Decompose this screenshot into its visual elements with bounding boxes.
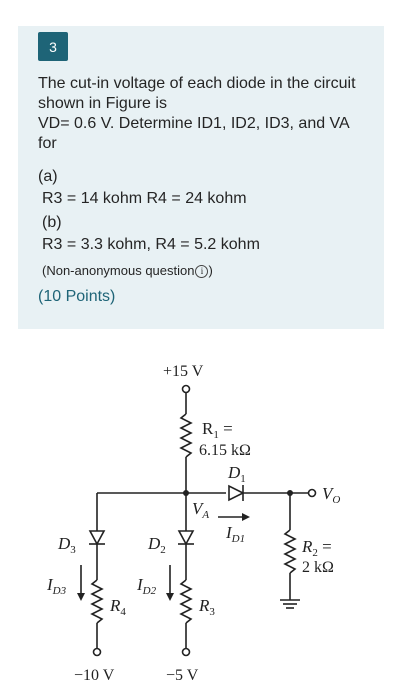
id3-label: $I_{D3}$ xyxy=(47,575,67,597)
r1-label: $R_1$ = xyxy=(202,419,233,441)
r3-label: $R_3$ xyxy=(199,596,215,618)
r2-value: 2 kΩ xyxy=(302,559,334,576)
question-card xyxy=(18,26,384,329)
question-number-badge: 3 xyxy=(38,32,68,61)
r2-label: $R_2$ = xyxy=(302,537,332,559)
info-icon[interactable]: i xyxy=(195,265,208,278)
supply-top-label: +15 V xyxy=(163,363,204,380)
r1-value: 6.15 kΩ xyxy=(199,442,251,459)
part-a-label: (a) xyxy=(38,168,58,185)
question-text: The cut-in voltage of each diode in the circuit shown in Figure is VD= 0.6 V. Determine ID1, ID2, ID3, and VA for xyxy=(38,75,356,152)
vo-label: $V_O$ xyxy=(322,484,341,506)
anonymity-note-text: (Non-anonymous question xyxy=(42,263,195,278)
anonymity-note-close: ) xyxy=(208,263,213,278)
va-label: $V_A$ xyxy=(192,499,210,521)
part-b-values: R3 = 3.3 kohm, R4 = 5.2 kohm xyxy=(42,236,260,253)
id2-label: $I_{D2}$ xyxy=(137,575,157,597)
circuit-diagram xyxy=(0,340,401,700)
supply-left-label: −10 V xyxy=(74,667,115,684)
part-a-values: R3 = 14 kohm R4 = 24 kohm xyxy=(42,190,247,207)
anonymity-note xyxy=(42,263,213,278)
d1-label: $D_1$ xyxy=(228,463,246,485)
points-label: (10 Points) xyxy=(38,288,116,305)
d2-label: $D_2$ xyxy=(148,534,166,556)
supply-mid-label: −5 V xyxy=(166,667,199,684)
id1-label: $I_{D1}$ xyxy=(226,523,246,545)
part-b-label: (b) xyxy=(42,214,62,231)
r4-label: $R_4$ xyxy=(110,596,126,618)
d3-label: $D_3$ xyxy=(58,534,76,556)
